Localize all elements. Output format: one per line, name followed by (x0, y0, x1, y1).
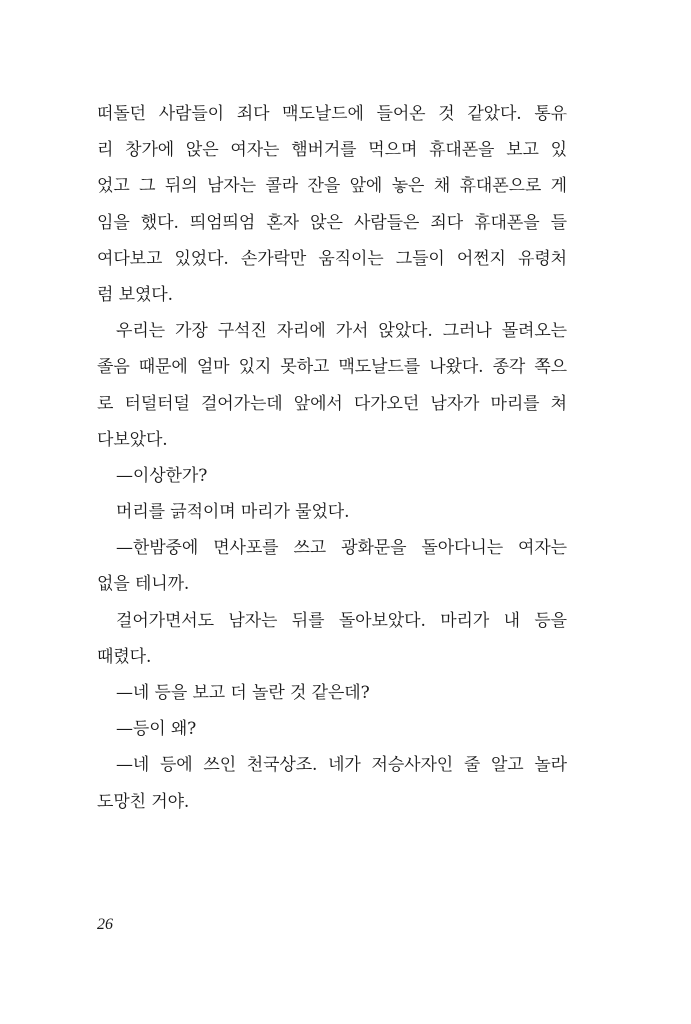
text-line: 우리는 가장 구석진 자리에 가서 앉았다. 그러나 몰려오는 (116, 321, 567, 342)
text-line: 임을 했다. 띄엄띄엄 혼자 앉은 사람들은 죄다 휴대폰을 들 (97, 212, 567, 233)
text-line: 없을 테니까. (97, 574, 190, 595)
text-line: 머리를 긁적이며 마리가 물었다. (116, 502, 350, 523)
text-line: 럼 보였다. (97, 284, 173, 305)
text-line: —네 등을 보고 더 놀란 것 같은데? (116, 683, 370, 703)
body-text (97, 96, 567, 820)
text-line: —네 등에 쓰인 천국상조. 네가 저승사자인 줄 알고 놀라 (116, 755, 567, 776)
text-line: 로 터덜터덜 걸어가는데 앞에서 다가오던 남자가 마리를 쳐 (97, 393, 567, 414)
page-number: 26 (97, 916, 113, 933)
text-line: —한밤중에 면사포를 쓰고 광화문을 돌아다니는 여자는 (116, 538, 567, 559)
text-line: 었고 그 뒤의 남자는 콜라 잔을 앞에 놓은 채 휴대폰으로 게 (97, 176, 567, 197)
text-line: 걸어가면서도 남자는 뒤를 돌아보았다. 마리가 내 등을 (116, 610, 567, 631)
text-line: 여다보고 있었다. 손가락만 움직이는 그들이 어쩐지 유령처 (97, 248, 567, 269)
text-line: —등이 왜? (116, 719, 197, 740)
text-line: 졸음 때문에 얼마 있지 못하고 맥도날드를 나왔다. 종각 쪽으 (97, 357, 567, 378)
text-line: 떠돌던 사람들이 죄다 맥도날드에 들어온 것 같았다. 통유 (97, 104, 567, 124)
text-line: 도망친 거야. (97, 791, 190, 812)
text-line: 때렸다. (97, 646, 152, 667)
text-line: 다보았다. (97, 429, 168, 450)
text-line: 리 창가에 앉은 여자는 햄버거를 먹으며 휴대폰을 보고 있 (97, 140, 567, 161)
text-line: —이상한가? (116, 465, 208, 486)
